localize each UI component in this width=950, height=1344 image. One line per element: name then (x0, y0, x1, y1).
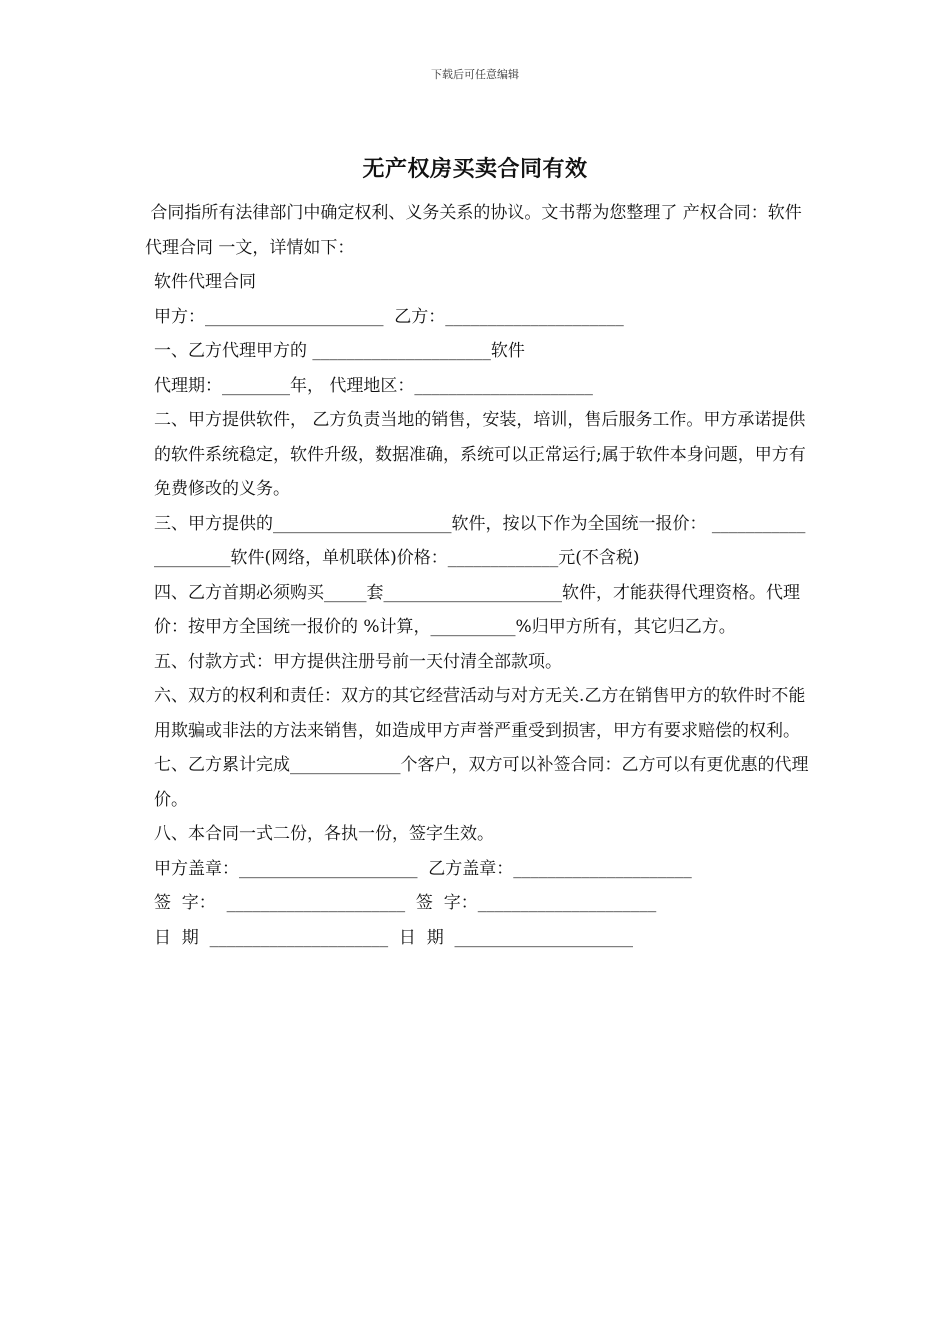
seal-line: 甲方盖章：_____________________ 乙方盖章：_____________________ (154, 858, 692, 879)
header-note: 下载后可任意编辑 (431, 68, 519, 81)
clause-8: 八、本合同一式二份，各执一份，签字生效。 (154, 824, 494, 844)
contract-name: 软件代理合同 (154, 272, 256, 292)
clause-6: 六、双方的权利和责任：双方的其它经营活动与对方无关.乙方在销售甲方的软件时不能用欺骗或非法的方法来销售，如造成甲方声誉严重受到损害，甲方有要求赔偿的权利。 (154, 686, 806, 741)
clause-2: 二、甲方提供软件， 乙方负责当地的销售，安装，培训，售后服务工作。甲方承诺提供的软件系统稳定，软件升级，数据准确，系统可以正常运行;属于软件本身问题，甲方有免费修改的义务。 (154, 410, 806, 499)
clause-3: 三、甲方提供的_____________________软件，按以下作为全国统一报价： ____________________软件(网络，单机联体)价格：_____________元(不含税) (154, 513, 806, 568)
parties-line: 甲方：_____________________ 乙方：_____________________ (154, 306, 624, 327)
agency-term-line: 代理期：________年， 代理地区：_____________________ (154, 375, 593, 396)
document-body (145, 196, 809, 955)
intro-paragraph: 合同指所有法律部门中确定权利、义务关系的协议。文书帮为您整理了 产权合同：软件代理合同 一文，详情如下： (145, 203, 802, 258)
document-title: 无产权房买卖合同有效 (362, 156, 588, 182)
signature-line: 签 字： _____________________ 签 字：_____________________ (154, 893, 657, 913)
clause-4: 四、乙方首期必须购买_____套_____________________软件，才能获得代理资格。代理价：按甲方全国统一报价的 %计算，__________%归甲方所有，其它归乙方。 (154, 582, 800, 637)
clause-7: 七、乙方累计完成_____________个客户，双方可以补签合同：乙方可以有更优惠的代理价。 (154, 755, 809, 810)
date-line: 日 期 _____________________ 日 期 _____________________ (154, 927, 634, 948)
clause-5: 五、付款方式：甲方提供注册号前一天付清全部款项。 (154, 651, 562, 672)
clause-1: 一、乙方代理甲方的 _____________________软件 (154, 341, 525, 361)
